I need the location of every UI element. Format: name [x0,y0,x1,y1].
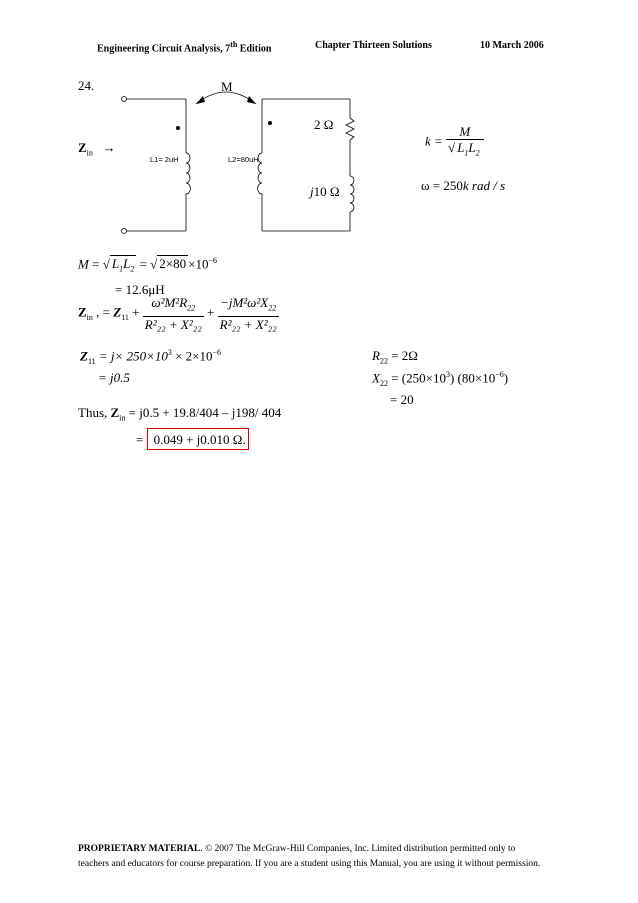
problem-number: 24. [78,78,95,93]
inductor-j10-coil [350,176,354,212]
input-terminal-bottom [122,229,127,234]
mutual-inductance-result: = 12.6μH [115,282,165,297]
input-terminal-top [122,97,127,102]
coupling-coefficient-equation: k = $\frac{M}{√ L_1L_2}$ [425,124,484,161]
zin-formula: $Z_{in}$ , = $Z_{11}$ + $\frac{\omega^2M^2R_{22}}{\text{R²₂₂ + X²₂₂}}$ + $\frac{-jM^2\omega^2X_{22}}{\text{R²₂₂ + X²₂₂}}$ [78,295,277,332]
mutual-inductance-label: M [221,79,233,94]
r22-equation: $R_{22} = 2\Omega$ [372,348,418,366]
reactance-value-label: j10 Ω [310,184,340,199]
header-date: 10 March 2006 [480,40,544,51]
resistor-value-label: 2 Ω [314,117,334,132]
angular-frequency-equation: ω = 250k rad / s [421,178,506,193]
inductor-l1-coil [186,153,190,194]
z11-result: = j0.5 [98,370,130,385]
final-answer-line: = 0.049 + j0.010 Ω. [136,432,249,448]
polarity-dot-l1 [176,126,180,130]
final-answer-box: 0.049 + j0.010 Ω. [147,428,249,450]
header-book-title: Engineering Circuit Analysis, 7th Edition [97,40,272,55]
l2-value-label: L2=80uH [228,155,259,164]
resistor-zigzag [346,118,354,140]
polarity-dot-l2 [268,121,272,125]
l1-value-label: L1= 2uH [150,155,179,164]
mutual-arrowhead-right [247,96,256,104]
header-chapter: Chapter Thirteen Solutions [315,40,432,51]
proprietary-footer: PROPRIETARY MATERIAL. © 2007 The McGraw-Hill Companies, Inc. Limited distribution permitted only to teachers and educators for course preparation. If you are a student using this Manual, you are using it without permission. [78,844,541,869]
x22-equation: $X_{22} = (250\times 10^3)$ $(80\times 10^{-6})$ [372,370,509,388]
zin-arrow-label: $Z_{in}$ → [78,140,116,158]
z11-equation: $Z_{11} = j\times 250\times 10^3 \times 2\times 10^{-6}$ [80,348,222,366]
x22-result: = 20 [390,392,414,407]
mutual-arrowhead-left [196,96,205,104]
thus-equation: Thus, $Z_{in} = j0.5 + 19.8/404 - j198/$ 404 [78,405,282,423]
mutual-inductance-equation: M = √ $L_1L_2$ = √ $2\times 80 \times 10^{-6}$ [78,256,217,274]
